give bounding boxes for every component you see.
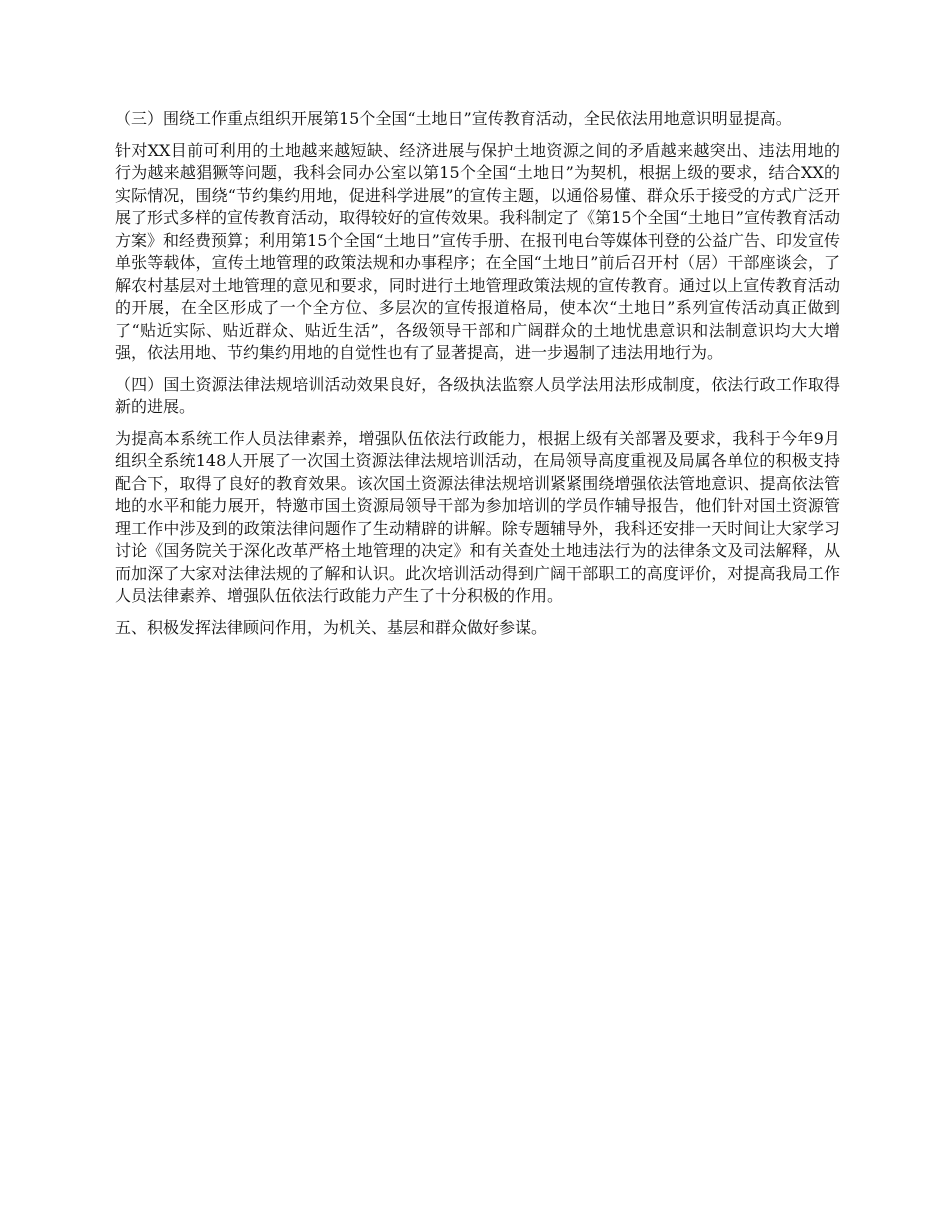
section-heading-3: （三）围绕工作重点组织开展第15个全国“土地日”宣传教育活动，全民依法用地意识明显提高。	[115, 109, 792, 128]
paragraph-legal-training: 为提高本系统工作人员法律素养，增强队伍依法行政能力，根据上级有关部署及要求，我科于今年9月组织全系统148人开展了一次国土资源法律法规培训活动，在局领导高度重视及局属各单位的积极支持配合下，取得了良好的教育效果。该次国土资源法律法规培训紧紧围绕增强依法管地意识、提高依法管地的水平和能力展开，特邀市国土资源局领导干部为参加培训的学员作辅导报告，他们针对国土资源管理工作中涉及到的政策法律问题作了生动精辟的讲解。除专题辅导外，我科还安排一天时间让大家学习讨论《国务院关于深化改革严格土地管理的决定》和有关查处土地违法行为的法律条文及司法解释，从而加深了大家对法律法规的了解和认识。此次培训活动得到广阔干部职工的高度评价，对提高我局工作人员法律素养、增强队伍依法行政能力产生了十分积极的作用。	[115, 428, 840, 605]
section-heading-4: （四）国土资源法律法规培训活动效果良好，各级执法监察人员学法用法形成制度，依法行政工作取得新的进展。	[115, 374, 840, 416]
section-heading-5: 五、积极发挥法律顾问作用，为机关、基层和群众做好参谋。	[115, 617, 548, 637]
document-body	[115, 108, 840, 648]
paragraph-land-day-campaign: 针对XX目前可利用的土地越来越短缺、经济进展与保护土地资源之间的矛盾越来越突出、违法用地的行为越来越猖獗等问题，我科会同办公室以第15个全国“土地日”为契机，根据上级的要求，结合XX的实际情况，围绕“节约集约用地，促进科学进展”的宣传主题，以通俗易懂、群众乐于接受的方式广泛开展了形式多样的宣传教育活动，取得较好的宣传效果。我科制定了《第15个全国“土地日”宣传教育活动方案》和经费预算；利用第15个全国“土地日”宣传手册、在报刊电台等媒体刊登的公益广告、印发宣传单张等载体，宣传土地管理的政策法规和办事程序；在全国“土地日”前后召开村（居）干部座谈会，了解农村基层对土地管理的意见和要求，同时进行土地管理政策法规的宣传教育。通过以上宣传教育活动的开展，在全区形成了一个全方位、多层次的宣传报道格局，使本次“土地日”系列宣传活动真正做到了“贴近实际、贴近群众、贴近生活”，各级领导干部和广阔群众的土地忧患意识和法制意识均大大增强，依法用地、节约集约用地的自觉性也有了显著提高，进一步遏制了违法用地行为。	[115, 140, 840, 362]
